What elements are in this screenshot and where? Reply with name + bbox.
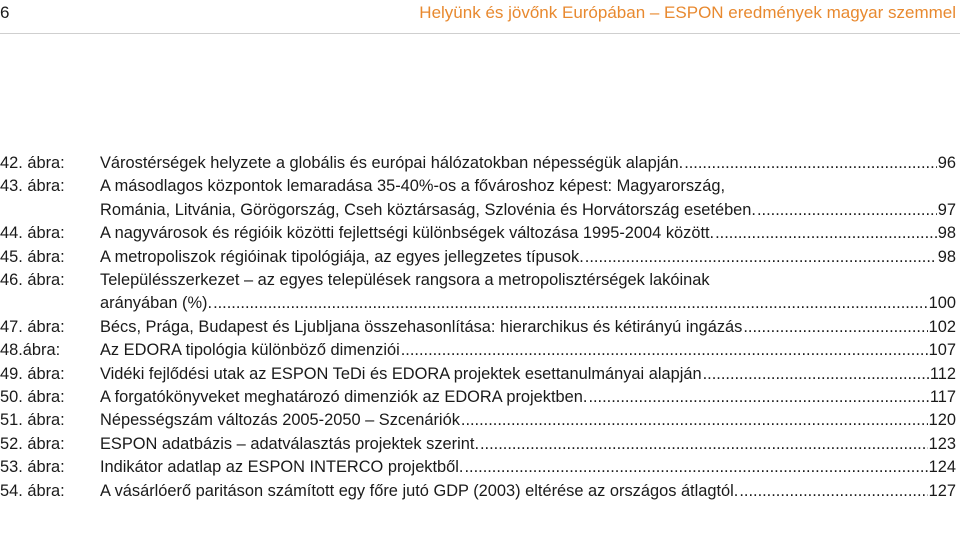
caption-leader-line bbox=[100, 152, 956, 175]
figure-entry[interactable] bbox=[0, 363, 960, 386]
dot-leader bbox=[715, 222, 937, 245]
page-reference: 102 bbox=[928, 317, 956, 336]
dot-leader bbox=[480, 433, 928, 456]
caption-leader-line bbox=[100, 409, 956, 432]
figure-number: 44. ábra: bbox=[0, 224, 65, 243]
figure-caption bbox=[100, 363, 960, 386]
figure-caption bbox=[100, 152, 960, 175]
figure-caption bbox=[100, 316, 960, 339]
dot-leader bbox=[703, 363, 929, 386]
running-title: Helyünk és jövőnk Európában – ESPON eredmények magyar szemmel bbox=[419, 3, 956, 22]
figure-entry[interactable] bbox=[0, 246, 960, 269]
figure-entry[interactable] bbox=[0, 152, 960, 175]
figure-entry[interactable] bbox=[0, 339, 960, 362]
figure-entry[interactable] bbox=[0, 269, 960, 316]
figure-number: 51. ábra: bbox=[0, 411, 65, 430]
page-reference: 112 bbox=[929, 364, 956, 383]
page-reference: 98 bbox=[937, 247, 956, 266]
page-reference: 127 bbox=[928, 481, 956, 500]
figure-number: 48.ábra: bbox=[0, 341, 61, 360]
figure-number: 54. ábra: bbox=[0, 481, 65, 500]
caption-text: Vidéki fejlődési utak az ESPON TeDi és EDORA projektek esettanulmányai alapján bbox=[100, 364, 702, 383]
dot-leader bbox=[757, 199, 937, 222]
dot-leader bbox=[213, 292, 928, 315]
figure-entry[interactable] bbox=[0, 409, 960, 432]
figure-number: 46. ábra: bbox=[0, 271, 65, 290]
figure-entry[interactable] bbox=[0, 433, 960, 456]
caption-leader-line bbox=[100, 386, 956, 409]
caption-leader-line bbox=[100, 480, 956, 503]
caption-text: Várostérségek helyzete a globális és európai hálózatokban népességük alapján. bbox=[100, 154, 684, 172]
page-reference: 124 bbox=[928, 458, 956, 477]
figure-number: 53. ábra: bbox=[0, 458, 65, 477]
page-reference: 107 bbox=[928, 341, 956, 360]
figure-caption bbox=[100, 480, 960, 503]
caption-text: A metropoliszok régióinak tipológiája, az egyes jellegzetes típusok. bbox=[100, 247, 584, 266]
page-number: 6 bbox=[0, 3, 10, 22]
caption-text: A nagyvárosok és régióik közötti fejlettségi különbségek változása 1995-2004 között. bbox=[100, 224, 715, 243]
page-reference: 120 bbox=[928, 411, 956, 430]
caption-text: A vásárlóerő paritáson számított egy főre jutó GDP (2003) eltérése az országos átlagtól. bbox=[100, 481, 739, 500]
dot-leader bbox=[684, 152, 937, 175]
page-reference: 96 bbox=[937, 154, 956, 172]
caption-leader-line bbox=[100, 456, 956, 479]
dot-leader bbox=[461, 409, 928, 432]
page-reference: 117 bbox=[929, 388, 956, 407]
page-header bbox=[0, 0, 960, 32]
caption-leader-line bbox=[100, 433, 956, 456]
caption-text: Bécs, Prága, Budapest és Ljubljana összehasonlítása: hierarchikus és kétirányú ingázás bbox=[100, 317, 743, 336]
figure-list bbox=[0, 152, 960, 503]
figure-number: 42. ábra: bbox=[0, 154, 65, 172]
figure-number: 43. ábra: bbox=[0, 177, 65, 196]
figure-caption bbox=[100, 456, 960, 479]
caption-leader-line bbox=[100, 292, 956, 315]
figure-caption bbox=[100, 386, 960, 409]
caption-leader-line bbox=[100, 316, 956, 339]
dot-leader bbox=[743, 316, 927, 339]
caption-leader-line bbox=[100, 222, 956, 245]
figure-caption bbox=[100, 222, 960, 245]
caption-leader-line bbox=[100, 246, 956, 269]
figure-entry[interactable] bbox=[0, 316, 960, 339]
page-reference: 97 bbox=[937, 200, 956, 219]
figure-entry[interactable] bbox=[0, 480, 960, 503]
caption-text: Indikátor adatlap az ESPON INTERCO projektből. bbox=[100, 458, 464, 477]
figure-number: 50. ábra: bbox=[0, 388, 65, 407]
figure-entry[interactable] bbox=[0, 456, 960, 479]
figure-entry[interactable] bbox=[0, 386, 960, 409]
caption-text: arányában (%). bbox=[100, 294, 213, 313]
figure-number: 49. ábra: bbox=[0, 364, 65, 383]
caption-text: ESPON adatbázis – adatválasztás projektek szerint. bbox=[100, 434, 479, 453]
figure-number: 47. ábra: bbox=[0, 317, 65, 336]
header-divider bbox=[0, 33, 960, 34]
caption-text: Románia, Litvánia, Görögország, Cseh köztársaság, Szlovénia és Horvátország esetében. bbox=[100, 200, 756, 219]
dot-leader bbox=[588, 386, 928, 409]
caption-leader-line bbox=[100, 199, 956, 222]
caption-text: A forgatókönyveket meghatározó dimenziók az EDORA projektben. bbox=[100, 388, 588, 407]
figure-entry[interactable] bbox=[0, 175, 960, 222]
page-reference: 123 bbox=[928, 434, 956, 453]
page-reference: 98 bbox=[937, 224, 956, 243]
caption-text: Az EDORA tipológia különböző dimenziói bbox=[100, 341, 400, 360]
figure-number: 52. ábra: bbox=[0, 434, 65, 453]
caption-leader-line bbox=[100, 363, 956, 386]
figure-caption bbox=[100, 433, 960, 456]
caption-line: A másodlagos központok lemaradása 35-40%-os a fővároshoz képest: Magyarország, bbox=[100, 177, 726, 196]
caption-leader-line bbox=[100, 339, 956, 362]
figure-caption bbox=[100, 246, 960, 269]
dot-leader bbox=[464, 456, 927, 479]
caption-line: Településszerkezet – az egyes települések rangsora a metropolisztérségek lakóinak bbox=[100, 271, 710, 290]
figure-caption bbox=[100, 409, 960, 432]
caption-text: Népességszám változás 2005-2050 – Szcenáriók bbox=[100, 411, 460, 430]
dot-leader bbox=[585, 246, 937, 269]
figure-caption bbox=[100, 269, 960, 316]
figure-caption bbox=[100, 175, 960, 222]
figure-caption bbox=[100, 339, 960, 362]
page-reference: 100 bbox=[928, 294, 956, 313]
dot-leader bbox=[739, 480, 927, 503]
figure-number: 45. ábra: bbox=[0, 247, 65, 266]
dot-leader bbox=[401, 339, 928, 362]
figure-entry[interactable] bbox=[0, 222, 960, 245]
